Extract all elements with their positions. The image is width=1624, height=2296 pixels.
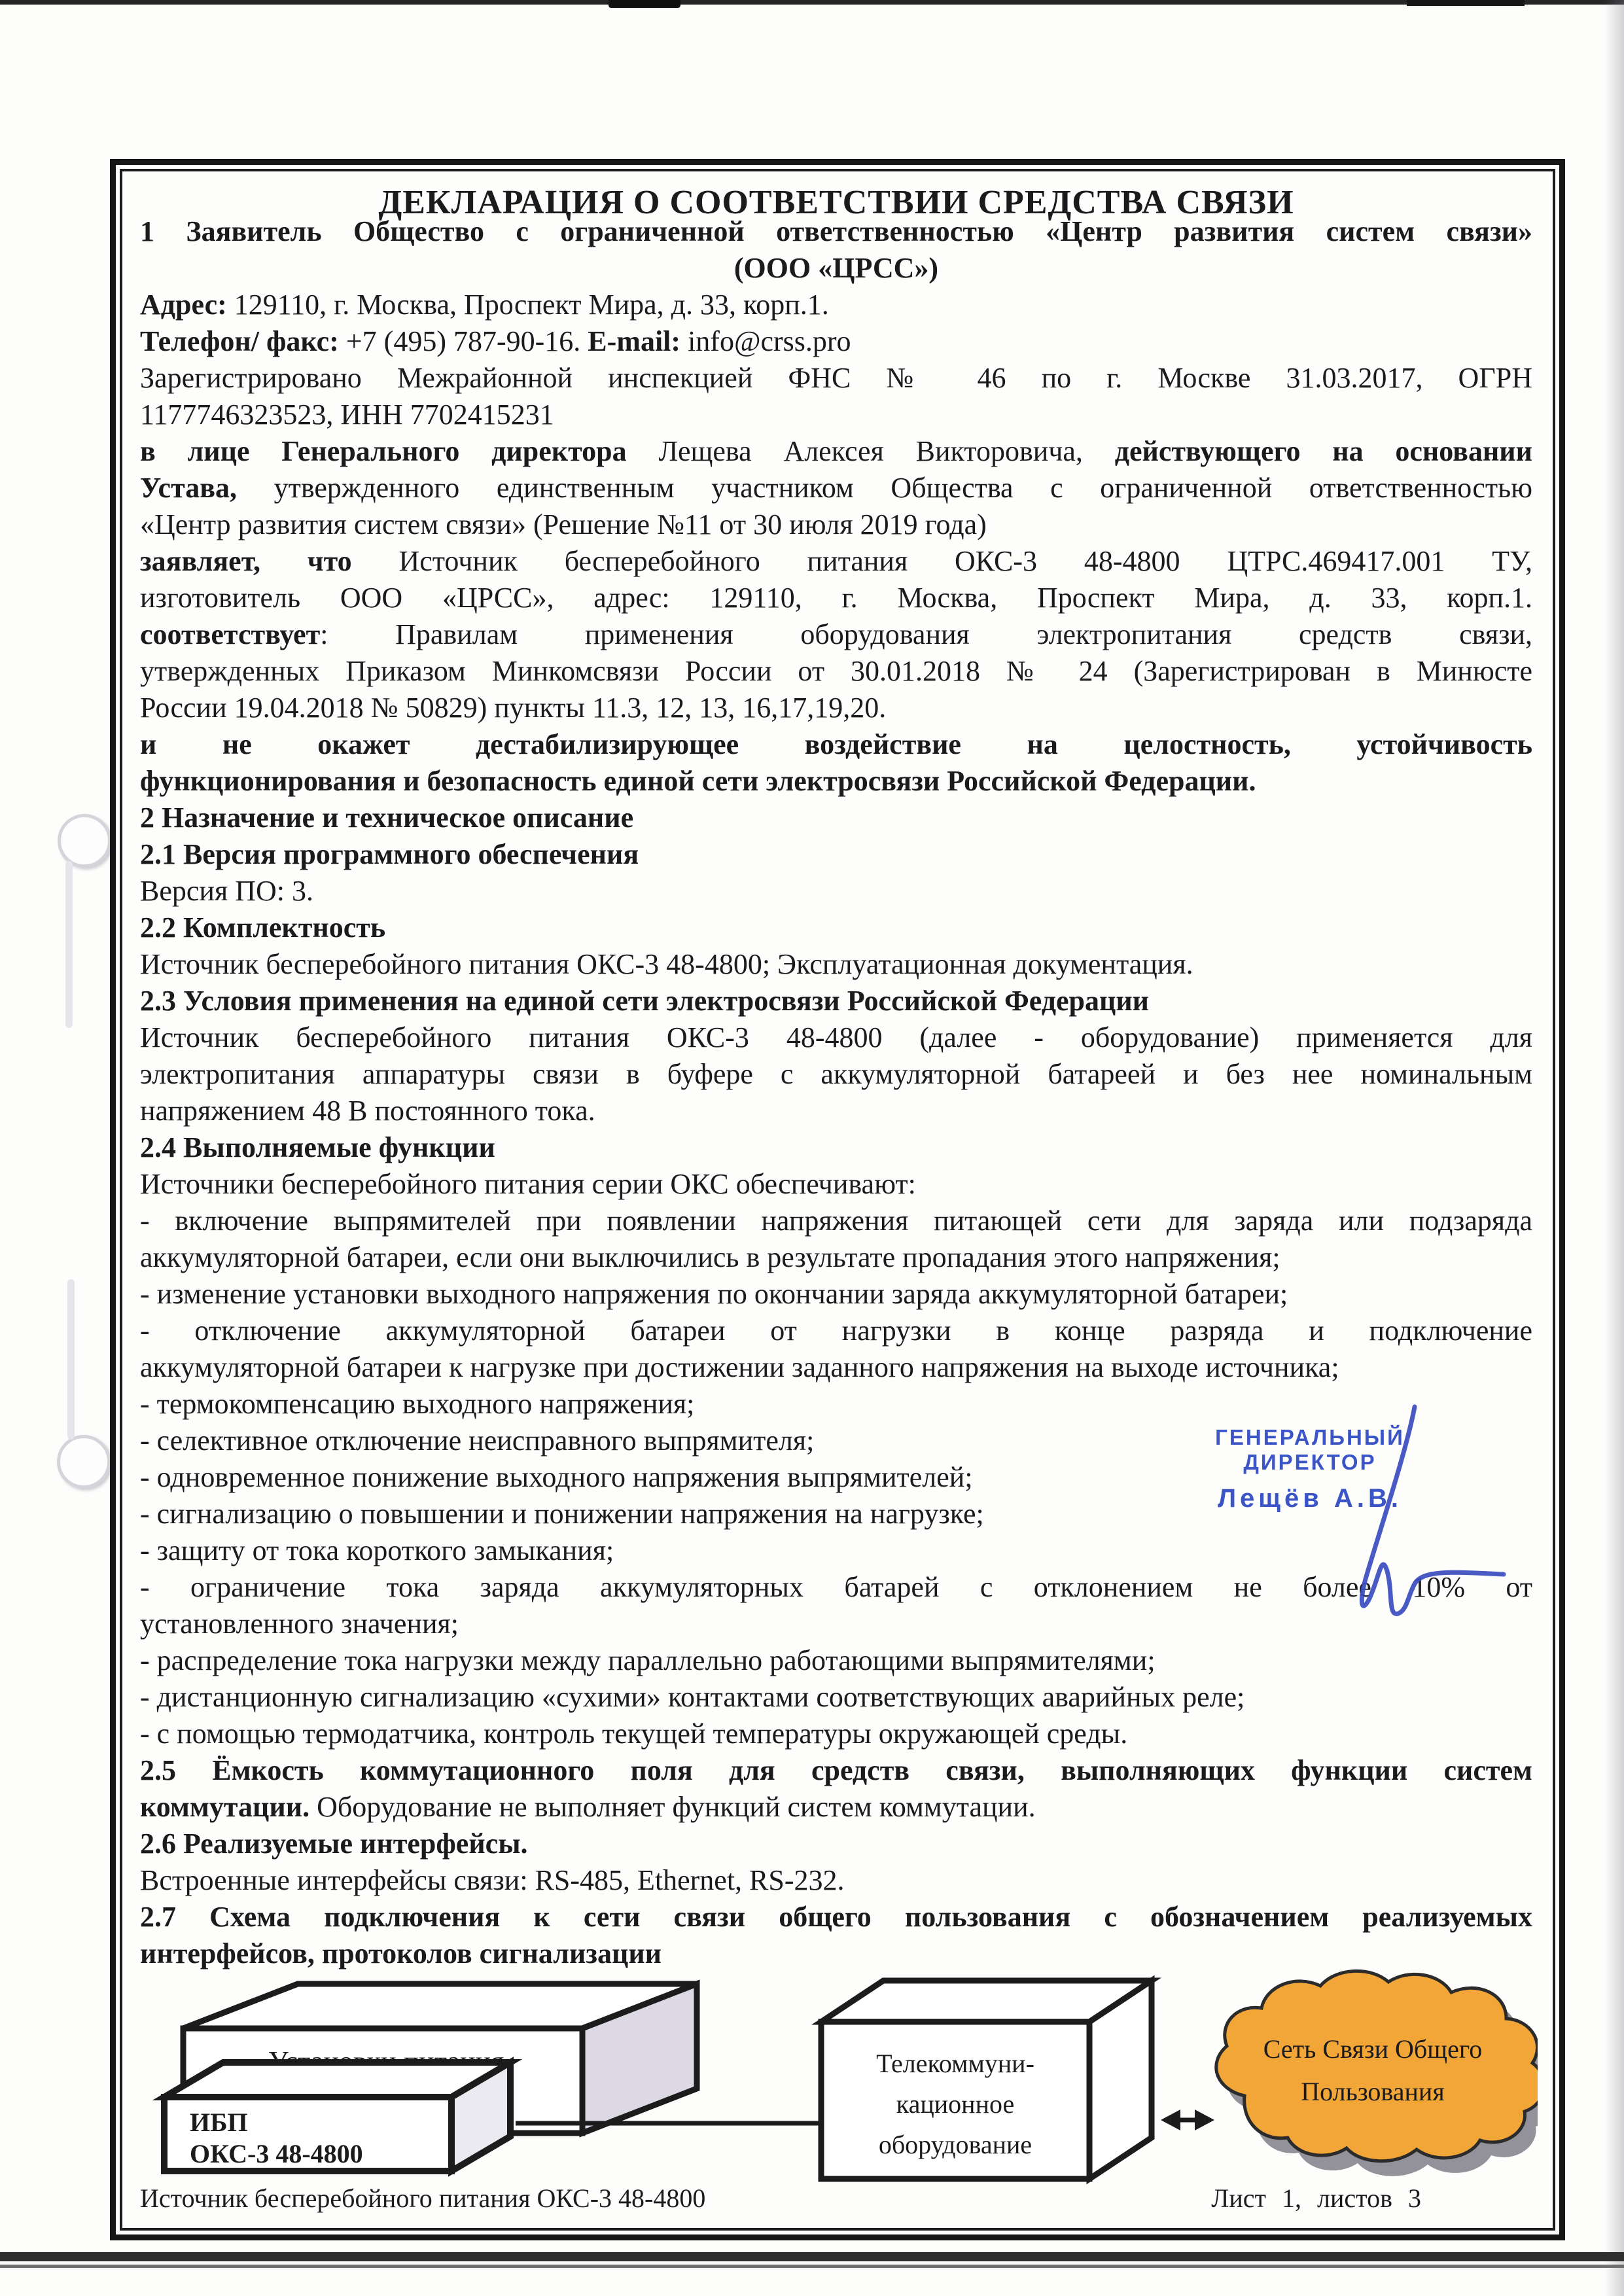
cloud-label-line2: Пользования [1301,2077,1445,2106]
footer-sheet-number: Лист 1, листов 3 [1211,2183,1421,2213]
doc-line-45 [140,1826,1532,1862]
page-footer [140,2183,1532,2214]
doc-line-47 [140,1899,1532,1935]
text-segment: Оборудование не выполняет функций систем коммутации. [317,1791,1036,1823]
text-segment-bold: 2.1 Версия программного обеспечения [140,838,639,870]
text-segment: - дистанционную сигнализацию «сухими» контактами соответствующих аварийных реле; [140,1681,1245,1713]
text-segment: изготовитель ООО «ЦРСС», адрес: 129110, г. Москва, Проспект Мира, д. 33, корп.1. [140,582,1532,614]
text-segment-bold: и не окажет дестабилизирующее воздействие на целостность, устойчивость [140,728,1532,760]
text-segment: - с помощью термодатчика, контроль текущей температуры окружающей среды. [140,1718,1128,1750]
ups-box [164,2062,510,2171]
document-body [140,213,1532,1972]
doc-line-26 [140,1129,1532,1166]
doc-line-20 [140,910,1532,946]
doc-line-31 [140,1313,1532,1349]
text-segment-bold: 2.4 Выполняемые функции [140,1131,495,1163]
text-segment-bold: 1 Заявитель Общество с ограниченной ответственностью «Центр развития систем связи» [140,215,1532,247]
text-segment: напряжением 48 В постоянного тока. [140,1095,595,1127]
text-segment: утвержденного единственным участником Общества с ограниченной ответственностью [274,472,1533,504]
doc-line-2 [140,250,1532,287]
signature-stroke [1302,1387,1583,1629]
text-segment: - селективное отключение неисправного выпрямителя; [140,1424,815,1457]
doc-line-44 [140,1789,1532,1826]
stamp-name-text: Лещёв А.В. [1217,1484,1402,1513]
binder-ring-tail [65,861,73,1028]
doc-line-42 [140,1716,1532,1752]
document-title: ДЕКЛАРАЦИЯ О СООТВЕТСТВИИ СРЕДСТВА СВЯЗИ [378,184,1294,221]
doc-line-21 [140,946,1532,983]
ups-label-line1: ИБП [190,2108,248,2137]
scan-right-shadow [1604,0,1624,2296]
doc-line-29 [140,1239,1532,1276]
doc-line-15 [140,726,1532,763]
text-segment: аккумуляторной батареи, если они выключились в результате пропадания этого напряжения; [140,1241,1280,1273]
text-segment-bold: Телефон/ факс: [140,325,339,357]
telecom-label-line3: оборудование [878,2130,1033,2159]
public-network-cloud [1216,1971,1538,2176]
text-segment-bold: соответствует [140,618,321,650]
doc-line-5 [140,360,1532,397]
stamp-position-text: ГЕНЕРАЛЬНЫЙ ДИРЕКТОР [1215,1425,1405,1474]
text-segment: - изменение установки выходного напряжения по окончании заряда аккумуляторной батареи; [140,1278,1288,1310]
text-segment: Источник бесперебойного питания ОКС-3 48-4800 ЦТРС.469417.001 ТУ, [398,545,1532,577]
text-segment: 1177746323523, ИНН 7702415231 [140,398,554,431]
doc-line-41 [140,1679,1532,1716]
doc-line-24 [140,1056,1532,1093]
text-segment: утвержденных Приказом Минкомсвязи России от 30.01.2018 № 24 (Зарегистрирован в Минюсте [140,655,1532,687]
text-segment-bold: интерфейсов, протоколов сигнализации [140,1937,662,1969]
doc-line-18 [140,836,1532,873]
text-segment: электропитания аппаратуры связи в буфере с аккумуляторной батареей и без нее номинальным [140,1058,1532,1090]
text-segment: 129110, г. Москва, Проспект Мира, д. 33, корп.1. [226,289,829,321]
text-segment-bold: Устава, [140,472,274,504]
doc-line-11 [140,580,1532,616]
text-segment-bold: коммутации. [140,1791,317,1823]
doc-line-4 [140,323,1532,360]
doc-line-7 [140,433,1532,470]
telecom-label-line1: Телекоммуни- [876,2049,1034,2078]
text-segment: - ограничение тока заряда аккумуляторных батарей с отклонением не более 10% от [140,1571,1532,1603]
text-segment: Лещева Алексея Викторовича, [658,435,1115,467]
telecom-label-line2: кационное [896,2089,1015,2119]
text-segment-bold: заявляет, что [140,545,399,577]
text-segment: установленного значения; [140,1608,459,1640]
text-segment-bold: (ООО «ЦРСС») [733,252,939,284]
doc-line-25 [140,1093,1532,1129]
doc-line-22 [140,983,1532,1019]
text-segment: Зарегистрировано Межрайонной инспекцией ФНС № 46 по г. Москве 31.03.2017, ОГРН [140,362,1532,394]
text-segment-bold: в лице Генерального директора [140,435,659,467]
text-segment-bold: E-mail: [588,325,681,357]
doc-line-27 [140,1166,1532,1203]
binder-ring-icon [57,1435,111,1489]
text-segment: : Правилам применения оборудования электропитания средств связи, [320,618,1532,650]
text-segment-bold: Адрес: [140,289,227,321]
text-segment: - одновременное понижение выходного напряжения выпрямителей; [140,1461,973,1493]
cloud-label-line1: Сеть Связи Общего [1263,2034,1483,2064]
doc-line-12 [140,616,1532,653]
text-segment: - защиту от тока короткого замыкания; [140,1534,614,1566]
scan-bottom-edge-thin [0,2265,1624,2268]
scan-bottom-edge [0,2252,1624,2261]
doc-line-17 [140,800,1532,836]
text-segment-bold: 2.6 Реализуемые интерфейсы. [140,1828,528,1860]
text-segment: +7 (495) 787-90-16. [338,325,588,357]
text-segment: Источники бесперебойного питания серии ОКС обеспечивают: [140,1168,916,1200]
text-segment: - термокомпенсацию выходного напряжения; [140,1388,695,1420]
footer-device-name: Источник бесперебойного питания ОКС-3 48-4800 [140,2183,706,2213]
text-segment: info@crss.pro [680,325,851,357]
scan-top-edge [0,0,1624,5]
text-segment: России 19.04.2018 № 50829) пункты 11.3, 12, 13, 16,17,19,20. [140,692,887,724]
doc-line-16 [140,763,1532,800]
text-segment: Источник бесперебойного питания ОКС-3 48-4800 (далее - оборудование) применяется для [140,1021,1532,1053]
doc-line-43 [140,1752,1532,1789]
text-segment-bold: 2 Назначение и техническое описание [140,802,634,834]
doc-line-23 [140,1019,1532,1056]
connection-diagram [124,1966,1538,2202]
doc-line-1 [140,213,1532,250]
scan-artifact [609,0,680,8]
double-arrow-icon [1161,2110,1214,2130]
ups-label-line2: ОКС-3 48-4800 [190,2139,363,2168]
text-segment: Встроенные интерфейсы связи: RS-485, Ethernet, RS-232. [140,1864,845,1896]
doc-line-10 [140,543,1532,580]
doc-line-28 [140,1203,1532,1239]
doc-line-6 [140,397,1532,433]
telecom-equipment-box [821,1981,1152,2179]
doc-line-32 [140,1349,1532,1386]
text-segment: - включение выпрямителей при появлении напряжения питающей сети для заряда или подзаряда [140,1205,1532,1237]
doc-line-3 [140,287,1532,323]
text-segment: - распределение тока нагрузки между параллельно работающими выпрямителями; [140,1644,1156,1676]
text-segment: - отключение аккумуляторной батареи от нагрузки в конце разряда и подключение [140,1315,1532,1347]
text-segment-bold: 2.2 Комплектность [140,911,386,944]
text-segment: - сигнализацию о повышении и понижении напряжения на нагрузке; [140,1498,984,1530]
doc-line-13 [140,653,1532,690]
text-segment-bold: функционирования и безопасность единой сети электросвязи Российской Федерации. [140,765,1256,797]
doc-line-19 [140,873,1532,910]
doc-line-9 [140,506,1532,543]
text-segment-bold: действующего на основании [1114,435,1533,467]
binder-ring-tail [67,1279,75,1439]
text-segment: Версия ПО: 3. [140,875,313,907]
text-segment: Источник бесперебойного питания ОКС-3 48-4800; Эксплуатационная документация. [140,948,1193,980]
text-segment: «Центр развития систем связи» (Решение №11 от 30 июля 2019 года) [140,508,987,540]
text-segment-bold: 2.5 Ёмкость коммутационного поля для средств связи, выполняющих функции систем [140,1754,1532,1786]
doc-line-30 [140,1276,1532,1313]
text-segment-bold: 2.7 Схема подключения к сети связи общего пользования с обозначением реализуемых [140,1901,1532,1933]
doc-line-46 [140,1862,1532,1899]
text-segment: аккумуляторной батареи к нагрузке при достижении заданного напряжения на выходе источника; [140,1351,1339,1383]
doc-line-40 [140,1642,1532,1679]
text-segment-bold: 2.3 Условия применения на единой сети электросвязи Российской Федерации [140,985,1150,1017]
scan-artifact [1407,0,1525,6]
doc-line-8 [140,470,1532,506]
doc-line-14 [140,690,1532,726]
binder-ring-icon [58,814,111,868]
